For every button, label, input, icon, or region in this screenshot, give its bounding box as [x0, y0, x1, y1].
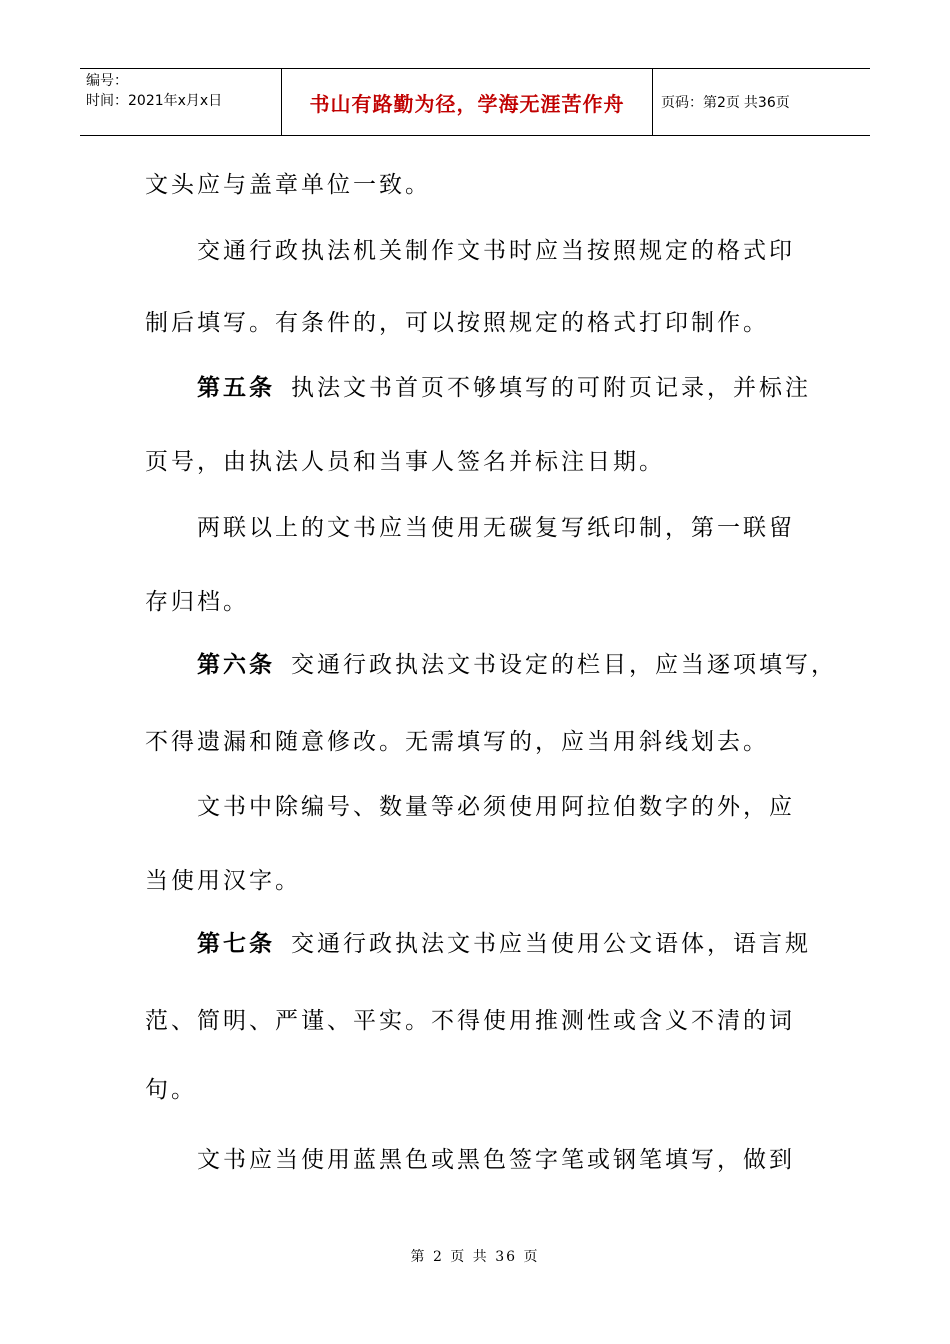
header-page-number: 页码：第2页 — [661, 95, 740, 111]
paragraph-line: 不得遗漏和随意修改。无需填写的，应当用斜线划去。 — [145, 729, 769, 755]
paragraph-line: 文头应与盖章单位一致。 — [145, 172, 431, 198]
page-footer: 第 2 页 共 36 页 — [410, 1249, 540, 1265]
paragraph-text: 执法文书首页不够填写的可附页记录，并标注 — [291, 375, 811, 401]
paragraph-line: 页号，由执法人员和当事人签名并标注日期。 — [145, 449, 665, 475]
article-7 — [197, 929, 867, 959]
paragraph-line: 制后填写。有条件的，可以按照规定的格式打印制作。 — [145, 310, 769, 336]
paragraph-text: 交通行政执法文书应当使用公文语体，语言规 — [291, 931, 811, 957]
paragraph-line: 文书中除编号、数量等必须使用阿拉伯数字的外，应 — [197, 794, 795, 820]
article-5 — [197, 373, 867, 403]
article-6 — [197, 650, 867, 680]
page-header — [80, 68, 870, 136]
paragraph-line: 两联以上的文书应当使用无碳复写纸印制，第一联留 — [197, 515, 795, 541]
paragraph-line: 当使用汉字。 — [145, 868, 301, 894]
header-page-info — [653, 69, 870, 135]
article-title: 第六条 — [197, 651, 275, 678]
article-title: 第五条 — [197, 374, 275, 401]
paragraph-line: 交通行政执法机关制作文书时应当按照规定的格式印 — [197, 238, 795, 264]
header-page-total: 共36页 — [743, 95, 790, 111]
serial-number-label: 编号： — [86, 73, 128, 89]
paragraph-line: 范、简明、严谨、平实。不得使用推测性或含义不清的词 — [145, 1008, 795, 1034]
article-title: 第七条 — [197, 930, 275, 957]
date-label: 时间：2021年x月x日 — [86, 93, 223, 109]
paragraph-line: 文书应当使用蓝黑色或黑色签字笔或钢笔填写，做到 — [197, 1147, 795, 1173]
header-meta — [80, 69, 282, 135]
paragraph-line: 存归档。 — [145, 589, 249, 615]
header-motto: 书山有路勤为径，学海无涯苦作舟 — [282, 69, 653, 135]
paragraph-line: 句。 — [145, 1077, 197, 1103]
paragraph-text: 交通行政执法文书设定的栏目，应当逐项填写， — [291, 652, 837, 678]
